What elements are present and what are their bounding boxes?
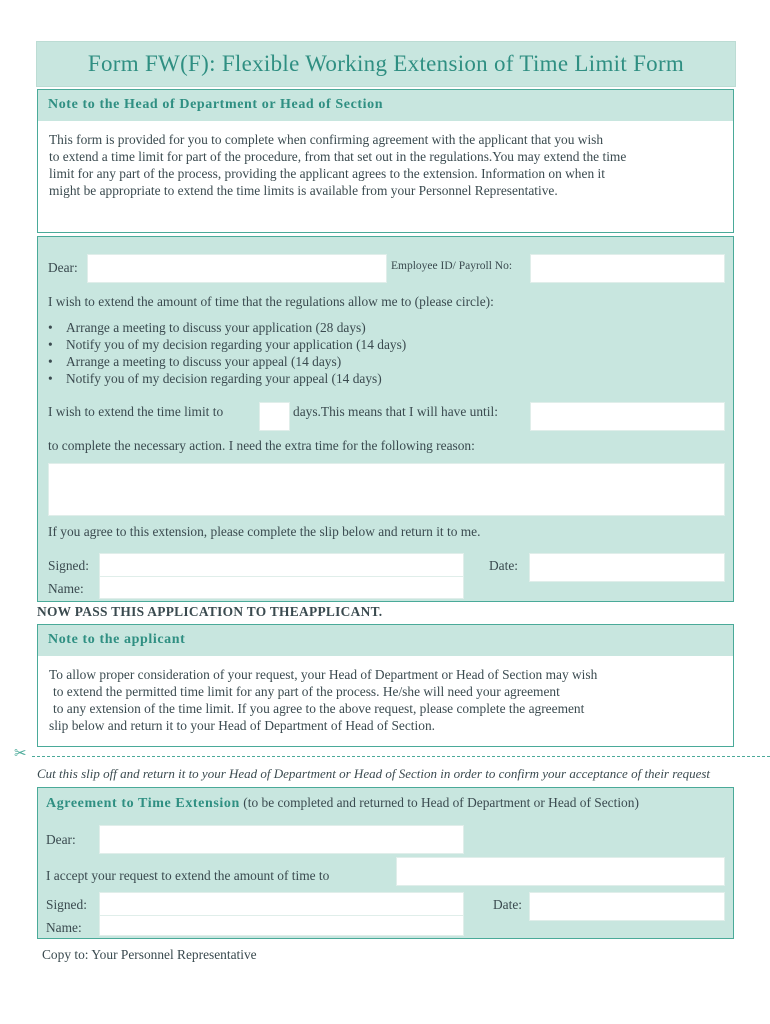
page-title: Form FW(F): Flexible Working Extension of Time Limit Form [87,51,685,76]
agreement-name-label: Name: [46,920,82,935]
agreement-signed-label: Signed: [46,897,87,912]
option-item[interactable]: • Arrange a meeting to discuss your application (28 days) [48,319,648,336]
copy-to: Copy to: Your Personnel Representative [42,947,257,962]
option-item[interactable]: • Arrange a meeting to discuss your appeal (14 days) [48,353,648,370]
signed-label: Signed: [48,558,89,573]
note-hod-heading: Note to the Head of Department or Head of Section [48,97,384,112]
note-applicant-box [37,624,734,747]
agreement-name-field[interactable] [99,915,464,936]
dear-label: Dear: [48,260,78,275]
accept-text: I accept your request to extend the amount of time to [46,868,330,883]
employee-id-field[interactable] [530,254,725,283]
request-panel [37,236,734,602]
dear-field[interactable] [87,254,387,283]
note-applicant-header [38,625,733,656]
agreement-panel [37,787,734,939]
agree-text: If you agree to this extension, please complete the slip below and return it to me. [48,524,481,539]
days-field[interactable] [259,402,290,431]
accept-time-field[interactable] [396,857,725,886]
reason-field[interactable] [48,463,725,516]
agreement-heading: Agreement to Time Extension [46,796,240,811]
circle-intro: I wish to extend the amount of time that the regulations allow me to (please circle): [48,294,494,309]
extend-suffix: days.This means that I will have until: [293,404,498,419]
signed-field[interactable] [99,553,464,578]
name-field[interactable] [99,576,464,599]
form-title-bar [36,41,736,87]
option-list [48,319,648,387]
option-item[interactable]: • Notify you of my decision regarding your application (14 days) [48,336,648,353]
date-field[interactable] [529,553,725,582]
name-label: Name: [48,581,84,596]
note-hod-box [37,89,734,233]
agreement-date-label: Date: [493,897,522,912]
cut-notice: Cut this slip off and return it to your Head of Department or Head of Section in order to confirm your acceptance of their request [37,766,711,781]
agreement-signed-field[interactable] [99,892,464,917]
agreement-heading-note: (to be completed and returned to Head of Department or Head of Section) [243,795,639,810]
scissors-icon: ✂ [14,746,27,762]
note-applicant-heading: Note to the applicant [48,632,186,647]
agreement-date-field[interactable] [529,892,725,921]
reason-label: to complete the necessary action. I need the extra time for the following reason: [48,438,475,453]
employee-id-label: Employee ID/ Payroll No: [391,260,513,272]
note-hod-text: This form is provided for you to complete when confirming agreement with the applicant that you wish to extend a time limit for part of the procedure, from that set out in the regulations.You may extend the time limit for any part of the process, providing the applicant agrees to the extension. Information on when it might be appropriate to extend the time limits is available from your Personnel Representative. [49,132,627,198]
agreement-dear-label: Dear: [46,832,76,847]
cut-line [32,756,770,757]
until-date-field[interactable] [530,402,725,431]
date-label: Date: [489,558,518,573]
agreement-dear-field[interactable] [99,825,464,854]
note-applicant-text: To allow proper consideration of your request, your Head of Department or Head of Section may wish to extend the permitted time limit for any part of the process. He/she will need your agreement to any extension of the time limit. If you agree to the above request, please complete the agreement slip below and return it to your Head of Department of Head of Section. [49,667,598,733]
extend-prefix: I wish to extend the time limit to [48,404,224,419]
agreement-heading-row [46,795,639,812]
option-item[interactable]: • Notify you of my decision regarding your appeal (14 days) [48,370,648,387]
pass-notice: NOW PASS THIS APPLICATION TO THEAPPLICANT. [37,604,383,619]
note-hod-header [38,90,733,121]
